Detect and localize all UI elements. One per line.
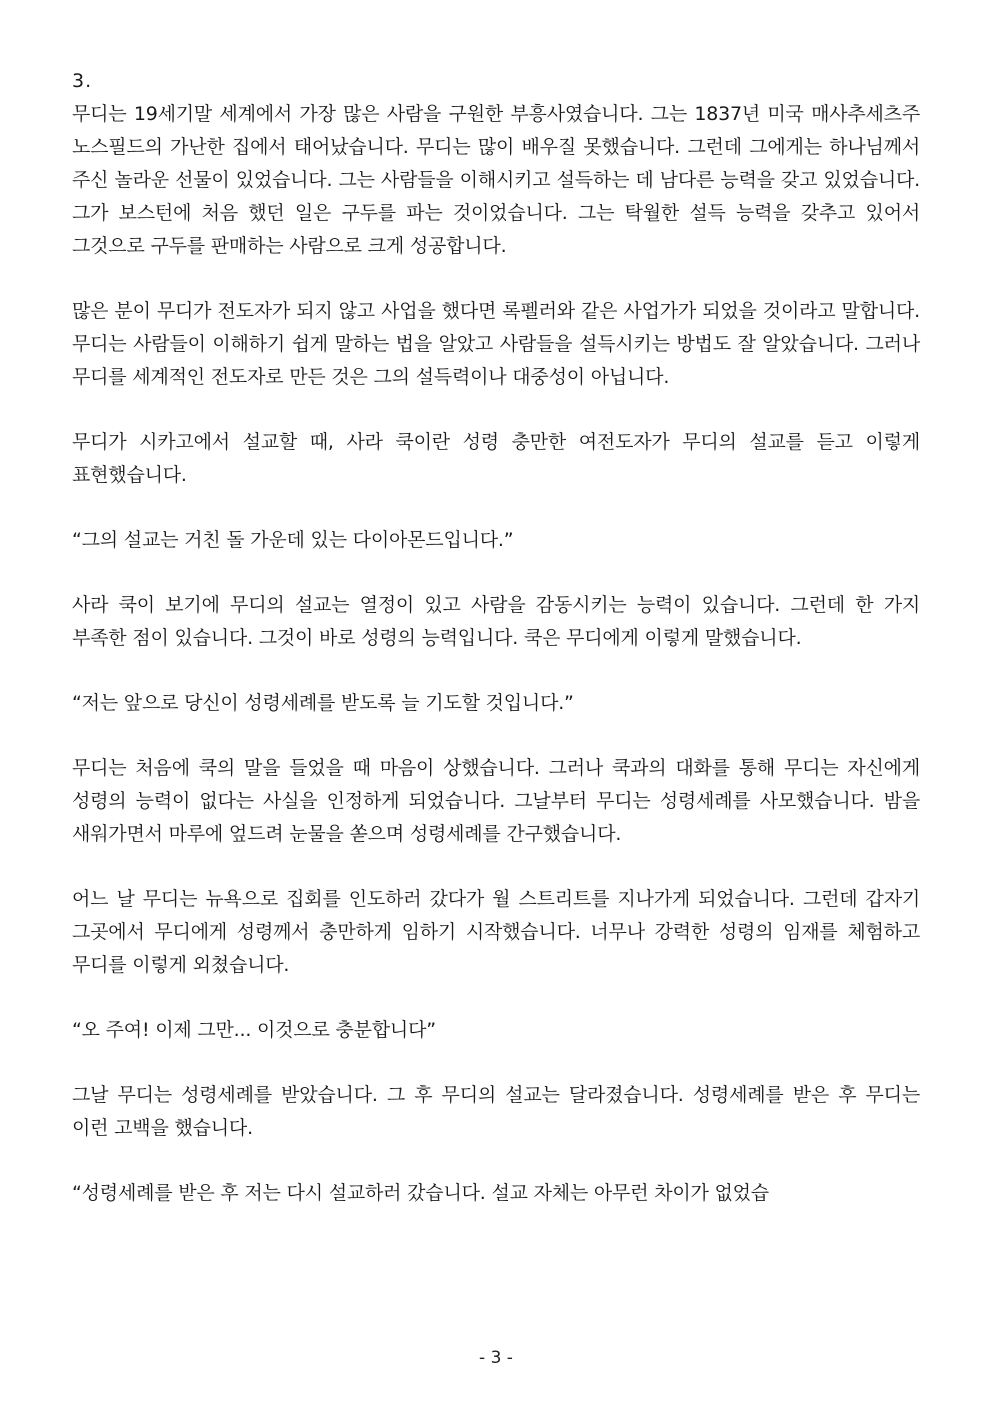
paragraph-1: 무디는 19세기말 세계에서 가장 많은 사람을 구원한 부흥사였습니다. 그는 1837년 미국 매사추세츠주 노스필드의 가난한 집에서 태어났습니다. 무디는 많이 배우질 못했습니다. 그런데 그에게는 하나님께서 주신 놀라운 선물이 있었습니다. 그는 사람들을 이해시키고 설득하는 데 남다른 능력을 갖고 있었습니다. 그가 보스턴에 처음 했던 일은 구두를 파는 것이었습니다. 그는 탁월한 설득 능력을 갖추고 있어서 그것으로 구두를 판매하는 사람으로 크게 성공합니다. xyxy=(72,103,920,257)
page-footer: - 3 - xyxy=(479,1348,513,1368)
document-page xyxy=(72,64,920,1242)
section-number: 3. xyxy=(72,70,93,92)
paragraph-3: 무디가 시카고에서 설교할 때, 사라 쿡이란 성령 충만한 여전도자가 무디의 설교를 듣고 이렇게 표현했습니다. xyxy=(72,431,920,486)
paragraph-5: 무디는 처음에 쿡의 말을 들었을 때 마음이 상했습니다. 그러나 쿡과의 대화를 통해 무디는 자신에게 성령의 능력이 없다는 사실을 인정하게 되었습니다. 그날부터 무디는 성령세례를 사모했습니다. 밤을 새워가면서 마루에 엎드려 눈물을 쏟으며 성령세례를 간구했습니다. xyxy=(72,757,920,845)
paragraph-7: 그날 무디는 성령세례를 받았습니다. 그 후 무디의 설교는 달라졌습니다. 성령세례를 받은 후 무디는 이런 고백을 했습니다. xyxy=(72,1084,920,1139)
quote-4: “성령세례를 받은 후 저는 다시 설교하러 갔습니다. 설교 자체는 아무런 차이가 없었습 xyxy=(72,1182,769,1204)
quote-1: “그의 설교는 거친 돌 가운데 있는 다이아몬드입니다.” xyxy=(72,529,514,551)
paragraph-6: 어느 날 무디는 뉴욕으로 집회를 인도하러 갔다가 월 스트리트를 지나가게 되었습니다. 그런데 갑자기 그곳에서 무디에게 성령께서 충만하게 임하기 시작했습니다. 너무나 강력한 성령의 임재를 체험하고 무디를 이렇게 외쳤습니다. xyxy=(72,888,920,976)
quote-3: “오 주여! 이제 그만... 이것으로 충분합니다” xyxy=(72,1019,436,1041)
paragraph-2: 많은 분이 무디가 전도자가 되지 않고 사업을 했다면 록펠러와 같은 사업가가 되었을 것이라고 말합니다. 무디는 사람들이 이해하기 쉽게 말하는 법을 알았고 사람들을 설득시키는 방법도 잘 알았습니다. 그러나 무디를 세계적인 전도자로 만든 것은 그의 설득력이나 대중성이 아닙니다. xyxy=(72,300,920,388)
paragraph-4: 사라 쿡이 보기에 무디의 설교는 열정이 있고 사람을 감동시키는 능력이 있습니다. 그런데 한 가지 부족한 점이 있습니다. 그것이 바로 성령의 능력입니다. 쿡은 무디에게 이렇게 말했습니다. xyxy=(72,594,920,649)
quote-2: “저는 앞으로 당신이 성령세례를 받도록 늘 기도할 것입니다.” xyxy=(72,692,574,714)
